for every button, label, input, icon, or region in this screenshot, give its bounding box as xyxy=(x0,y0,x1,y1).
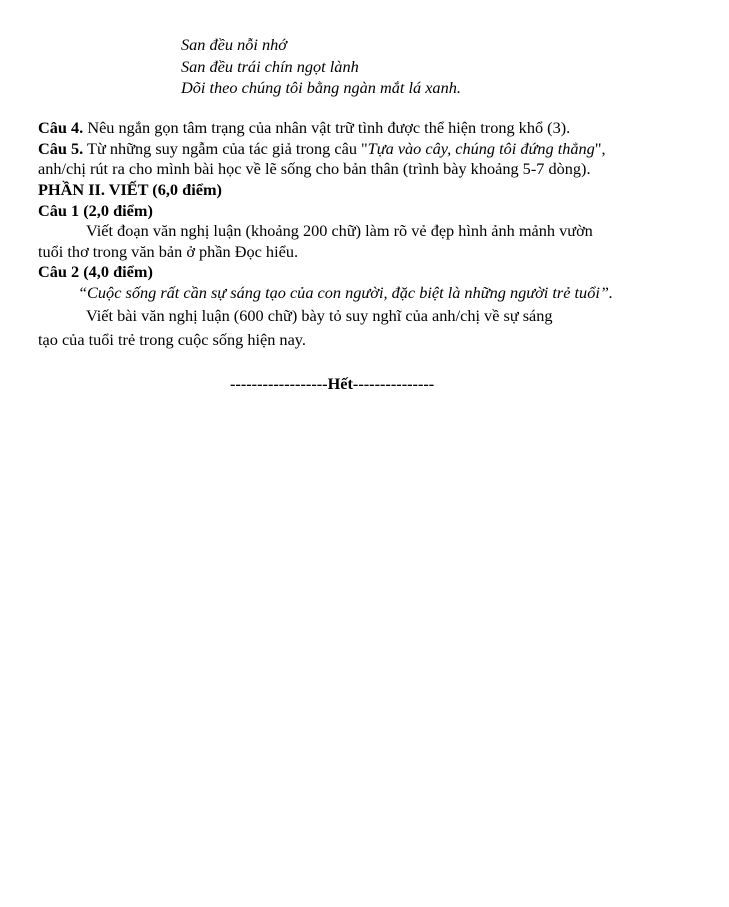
cau-1-line-1: Viết đoạn văn nghị luận (khoảng 200 chữ) làm rõ vẻ đẹp hình ảnh mảnh vườn xyxy=(86,221,593,240)
cau-2-quote: “Cuộc sống rất cần sự sáng tạo của con người, đặc biệt là những người trẻ tuổi”. xyxy=(78,283,613,302)
poem-line: San đều nỗi nhớ xyxy=(181,35,287,54)
question-5-text: Từ những suy ngẫm của tác giả trong câu " xyxy=(83,139,368,158)
question-4 xyxy=(38,118,570,138)
question-5-text-end: ", xyxy=(594,139,606,158)
poem-line: Dõi theo chúng tôi bằng ngàn mắt lá xanh. xyxy=(181,78,461,97)
end-marker: ------------------Hết--------------- xyxy=(230,374,435,393)
cau-2-line-2: tạo của tuổi trẻ trong cuộc sống hiện nay. xyxy=(38,330,306,349)
part-2-heading: PHẦN II. VIẾT (6,0 điểm) xyxy=(38,180,222,199)
question-5-line-2: anh/chị rút ra cho mình bài học về lẽ sống cho bản thân (trình bày khoảng 5-7 dòng). xyxy=(38,159,591,178)
cau-1-heading: Câu 1 (2,0 điểm) xyxy=(38,201,153,220)
question-5-quote: Tựa vào cây, chúng tôi đứng thẳng xyxy=(367,139,595,158)
question-4-text: Nêu ngắn gọn tâm trạng của nhân vật trữ tình được thể hiện trong khổ (3). xyxy=(83,118,571,137)
cau-1-line-2: tuổi thơ trong văn bản ở phần Đọc hiểu. xyxy=(38,242,299,261)
question-4-label: Câu 4. xyxy=(38,118,84,137)
poem-line: San đều trái chín ngọt lành xyxy=(181,57,359,76)
question-5 xyxy=(38,139,606,159)
question-5-label: Câu 5. xyxy=(38,139,84,158)
cau-2-line-1: Viết bài văn nghị luận (600 chữ) bày tỏ suy nghĩ của anh/chị về sự sáng xyxy=(86,306,553,325)
cau-2-heading: Câu 2 (4,0 điểm) xyxy=(38,262,153,281)
